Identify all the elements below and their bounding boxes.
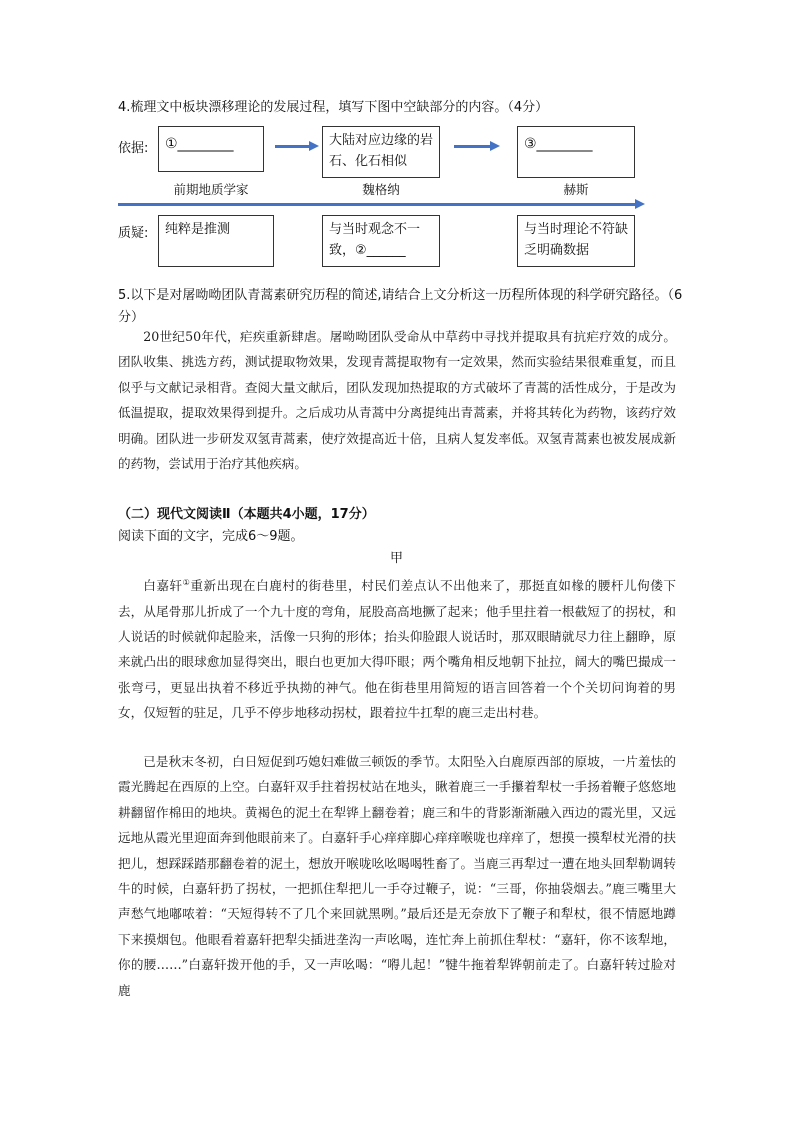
footnote-marker[interactable]: ①: [182, 578, 191, 587]
arrow-right-icon: [275, 145, 310, 148]
basis-box-3[interactable]: ③________: [517, 126, 635, 178]
q4-title: 4.梳理文中板块漂移理论的发展过程，填写下图中空缺部分的内容。（4分）: [118, 100, 549, 115]
section-heading: （二）现代文阅读Ⅱ（本题共4小题，17分）: [118, 507, 375, 522]
q5-title: 5.以下是对屠呦呦团队青蒿素研究历程的简述,请结合上文分析这一历程所体现的科学研究路径。（6分）: [118, 288, 683, 325]
passage-title: 甲: [390, 551, 404, 566]
character-name: 白嘉轩: [143, 578, 183, 594]
paragraph-text: 重新出现在白鹿村的街巷里，村民们差点认不出他来了，那挺直如椽的腰杆儿佝偻下去，从尾骨那儿折成了一个九十度的弯角，屁股高高地撅了起来；他手里拄着一根截短了的拐杖，和人说话的时候就仰起脸来，活像一只狗的形体；抬头仰脸跟人说话时，那双眼睛就尽力往上翻睁，原来就凸出的眼球愈加显得突出，眼白也更加大得吓眼；两个嘴角相反地朝下扯拉，阔大的嘴巴撮成一张弯弓，更显出执着不移近乎执拗的神气。他在街巷里用简短的语言回答着一个个关切问询着的男女，仅短暂的驻足，几乎不停步地移动拐杖，跟着拉牛扛犁的鹿三走出村巷。: [118, 578, 677, 721]
doubt-box-2[interactable]: 与当时观念不一致，②______: [322, 215, 440, 267]
person-label: 魏格纳: [362, 182, 400, 197]
passage-paragraph-1: [118, 570, 676, 726]
q5-passage: 20世纪50年代，疟疾重新肆虐。屠呦呦团队受命从中草药中寻找并提取具有抗疟疗效的成分。团队收集、挑选方药，测试提取物效果，发现青蒿提取物有一定效果，然而实验结果很难重复，而且似乎与文献记录相背。查阅大量文献后，团队发现加热提取的方式破坏了青蒿的活性成分，于是改为低温提取，提取效果得到提升。之后成功从青蒿中分离提纯出青蒿素，并将其转化为药物，该药疗效明确。团队进一步研发双氢青蒿素，使疗效提高近十倍，且病人复发率低。双氢青蒿素也被发展成新的药物，尝试用于治疗其他疾病。: [118, 329, 676, 472]
basis-box-1[interactable]: ①________: [158, 126, 264, 172]
basis-label: 依据:: [118, 141, 149, 156]
passage-paragraph-2: 已是秋末冬初，白日短促到巧媳妇难做三顿饭的季节。太阳坠入白鹿原西部的原坡，一片羞怯的霞光腾起在西原的上空。白嘉轩双手拄着拐杖站在地头，瞅着鹿三一手攥着犁杖一手扬着鞭子悠悠地耕翻留作棉田的地块。黄褐色的泥土在犁铧上翻卷着；鹿三和牛的背影渐渐融入西边的霞光里，又远远地从霞光里迎面奔到他眼前来了。白嘉轩手心痒痒脚心痒痒喉咙也痒痒了，想摸一摸犁杖光滑的扶把儿，想踩踩踏那翻卷着的泥土，想放开喉咙吆吆喝喝牲畜了。当鹿三再犁过一遭在地头回犁勒调转牛的时候，白嘉轩扔了拐杖，一把抓住犁把儿一手夺过鞭子，说：“三哥，你抽袋烟去。”鹿三嘴里大声愁气地嘟哝着：“天短得转不了几个来回就黑咧。”最后还是无奈放下了鞭子和犁杖，很不情愿地蹲下来摸烟包。他眼看着嘉轩把犁尖插进垄沟一声吆喝，连忙奔上前抓住犁杖：“嘉轩，你不该犁地，你的腰……”白嘉轩拨开他的手，又一声吆喝：“嘚儿起！”犍牛拖着犁铧朝前走了。白嘉轩转过脸对鹿: [118, 754, 676, 998]
person-label: 赫斯: [563, 182, 589, 197]
timeline-arrow-icon: [118, 203, 636, 206]
arrow-right-icon: [454, 145, 491, 148]
doubt-box-3: 与当时理论不符缺乏明确数据: [517, 215, 635, 267]
doubt-box-1: 纯粹是推测: [158, 215, 274, 267]
basis-box-2: 大陆对应边缘的岩石、化石相似: [322, 126, 440, 178]
section-instruction: 阅读下面的文字，完成6～9题。: [118, 529, 304, 544]
doubt-label: 质疑:: [118, 226, 149, 241]
person-label: 前期地质学家: [173, 182, 249, 197]
